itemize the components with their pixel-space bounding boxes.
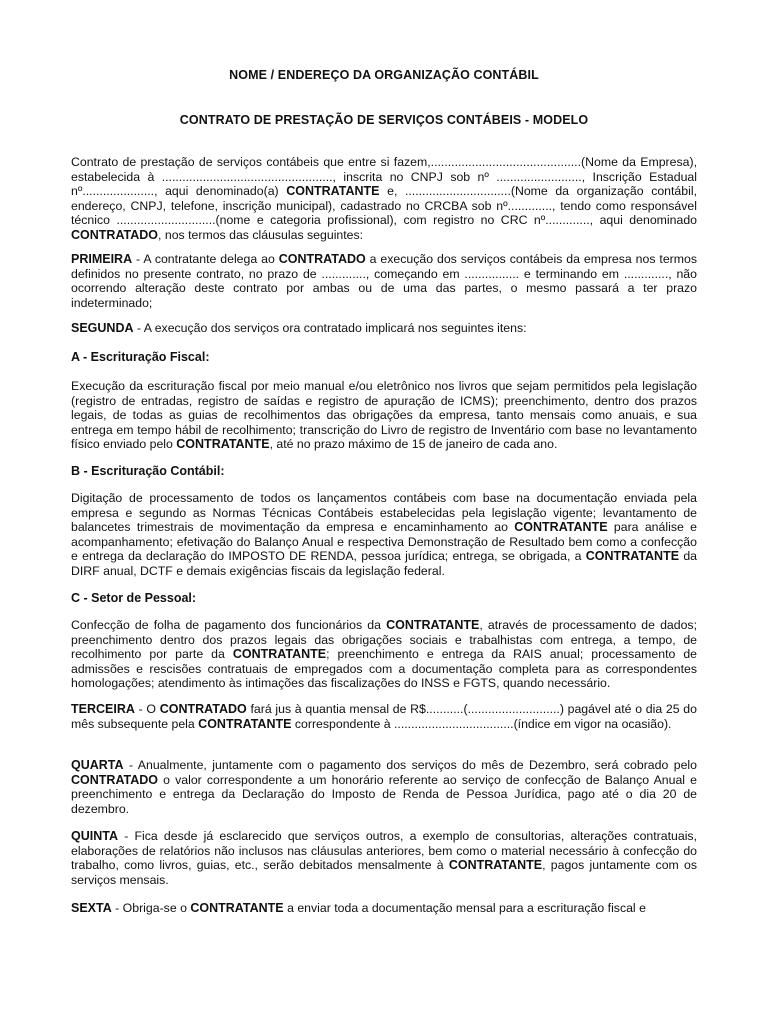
contratado-term: CONTRATADO — [71, 772, 159, 787]
contratante-term: CONTRATANTE — [585, 549, 680, 564]
contratante-term: CONTRATANTE — [198, 716, 292, 731]
section-text: da DIRF anual, DCTF e demais exigências fiscais da legislação federal. — [71, 549, 698, 578]
section-text: para análise e acompanhamento; efetivação do Balanço Anual e respectiva Demonstração de Resultado bem como a confecção e entrega da declaração do IMPOSTO DE RENDA, pessoa jurídica; entrega, se obrigada, a — [71, 520, 697, 564]
section-c-title: C - Setor de Pessoal: — [71, 591, 197, 605]
clause-terceira — [71, 702, 697, 731]
clause-label: SEGUNDA — [71, 321, 134, 335]
section-text: , até no prazo máximo de 15 de janeiro de cada ano. — [269, 437, 558, 452]
contratante-term: CONTRATANTE — [286, 184, 380, 199]
clause-text: - Anualmente, juntamente com o pagamento dos serviços do mês de Dezembro, será cobrado pelo — [123, 758, 697, 772]
clause-quarta — [71, 758, 697, 816]
organization-heading: NOME / ENDEREÇO DA ORGANIZAÇÃO CONTÁBIL — [229, 68, 539, 82]
contratado-term: CONTRATADO — [71, 227, 159, 242]
clause-text: - O — [134, 702, 156, 716]
section-a-title: A - Escrituração Fiscal: — [71, 350, 210, 364]
clause-sexta — [71, 901, 697, 916]
section-text: Execução da escrituração fiscal por meio manual e/ou eletrônico nos livros que sejam permitidos pela legislação (registro de entradas, registro de saídas e registro de apuração de ICMS); preenchimento, dentro dos prazos legais, de todas as guias de recolhimentos das obrigações da empresa, tanto mensais como anuais, e sua entrega em tempo hábil de recolhimento; transcrição do Livro de registro de Inventário com base no levantamento físico enviado pelo — [71, 379, 697, 452]
clause-primeira — [71, 252, 697, 310]
clause-text: correspondente à ...................................(índice em vigor na ocasião). — [294, 716, 672, 731]
clause-label: TERCEIRA — [71, 702, 135, 716]
clause-text: o valor correspondente a um honorário referente ao serviço de confecção de Balanço Anual e preenchimento e entrega da Declaração do Imposto de Renda de Pessoa Jurídica, pago até o dia 20 de dezembro. — [71, 772, 697, 816]
clause-label: SEXTA — [71, 901, 112, 915]
contratado-term: CONTRATADO — [278, 252, 366, 266]
section-text: Digitação de processamento de todos os lançamentos contábeis com base na documentação enviada pela empresa e segundo as Normas Técnicas Contábeis estabelecidas pela legislação vigente; levantamento de balancetes trimestrais de movimentação da empresa e encaminhamento ao — [71, 491, 697, 535]
clause-label: PRIMEIRA — [71, 252, 133, 266]
intro-text-2: e, ...............................(Nome da organização contábil, endereço, CNPJ, telefone, inscrição municipal), cadastrado no CRCBA sob nº............., tendo como responsável técnico .............................(nome e categoria profissional), com registro no CRC nº............., aqui denominado — [71, 184, 697, 228]
clause-text: , pagos juntamente com os serviços mensais. — [71, 858, 697, 887]
section-a-paragraph — [71, 379, 697, 452]
intro-paragraph — [71, 155, 697, 243]
clause-text: - A execução dos serviços ora contratado implicará nos seguintes itens: — [133, 321, 527, 335]
contratante-term: CONTRATANTE — [232, 647, 327, 662]
section-text: , através de processamento de dados; preenchimento dentro dos prazos legais das obrigações sociais e trabalhistas com entrega, a tempo, de recolhimento por parte da — [71, 618, 697, 662]
clause-quinta — [71, 829, 697, 887]
clause-text: - Fica desde já esclarecido que serviços outros, a exemplo de consultorias, alterações contratuais, elaborações de relatórios não inclusos nas cláusulas anteriores, bem como o material necessário à confecção do trabalho, como livros, guias, etc., serão debitados mensalmente à — [71, 829, 697, 873]
contratante-term: CONTRATANTE — [386, 618, 480, 632]
clause-label: QUINTA — [71, 829, 118, 843]
intro-text-3: , nos termos das cláusulas seguintes: — [158, 227, 364, 242]
contratante-term: CONTRATANTE — [176, 437, 270, 452]
contract-heading: CONTRATO DE PRESTAÇÃO DE SERVIÇOS CONTÁBEIS - MODELO — [179, 113, 589, 127]
clause-text: - A contratante delega ao — [132, 252, 275, 266]
intro-text-1: Contrato de prestação de serviços contábeis que entre si fazem,............................................(Nome da Empresa), estabelecida à .................................................., inscrita no CNPJ sob nº ........................., Inscrição Estadual nº....................., aqui denominado(a) — [71, 155, 697, 199]
section-text: Confecção de folha de pagamento dos funcionários da — [71, 618, 381, 632]
section-text: ; preenchimento e entrega da RAIS anual; processamento de admissões e rescisões contratuais de empregados com a documentação completa para as correspondentes homologações; atendimento às intimações das fiscalizações do INSS e FGTS, quando necessário. — [71, 647, 697, 691]
clause-segunda — [71, 321, 697, 336]
clause-text: - Obriga-se o — [111, 901, 187, 915]
clause-label: QUARTA — [71, 758, 124, 772]
contratante-term: CONTRATANTE — [190, 901, 284, 915]
section-b-title: B - Escrituração Contábil: — [71, 464, 225, 478]
section-b-paragraph — [71, 491, 697, 579]
clause-text: a execução dos serviços contábeis da empresa nos termos definidos no presente contrato, no prazo de ............., começando em ................ e terminando em ............., não ocorrendo alteração deste contrato por ambas ou de uma das partes, o mesmo passará a ter prazo indeterminado; — [71, 252, 697, 310]
clause-text: a enviar toda a documentação mensal para a escrituração fiscal e — [287, 901, 646, 915]
contratante-term: CONTRATANTE — [448, 858, 543, 873]
contratante-term: CONTRATANTE — [514, 520, 608, 535]
contratado-term: CONTRATADO — [159, 702, 247, 716]
clause-text: fará jus à quantia mensal de R$...........(...........................) pagável até o dia 25 do mês subsequente pela — [71, 702, 697, 731]
section-c-paragraph — [71, 618, 697, 691]
